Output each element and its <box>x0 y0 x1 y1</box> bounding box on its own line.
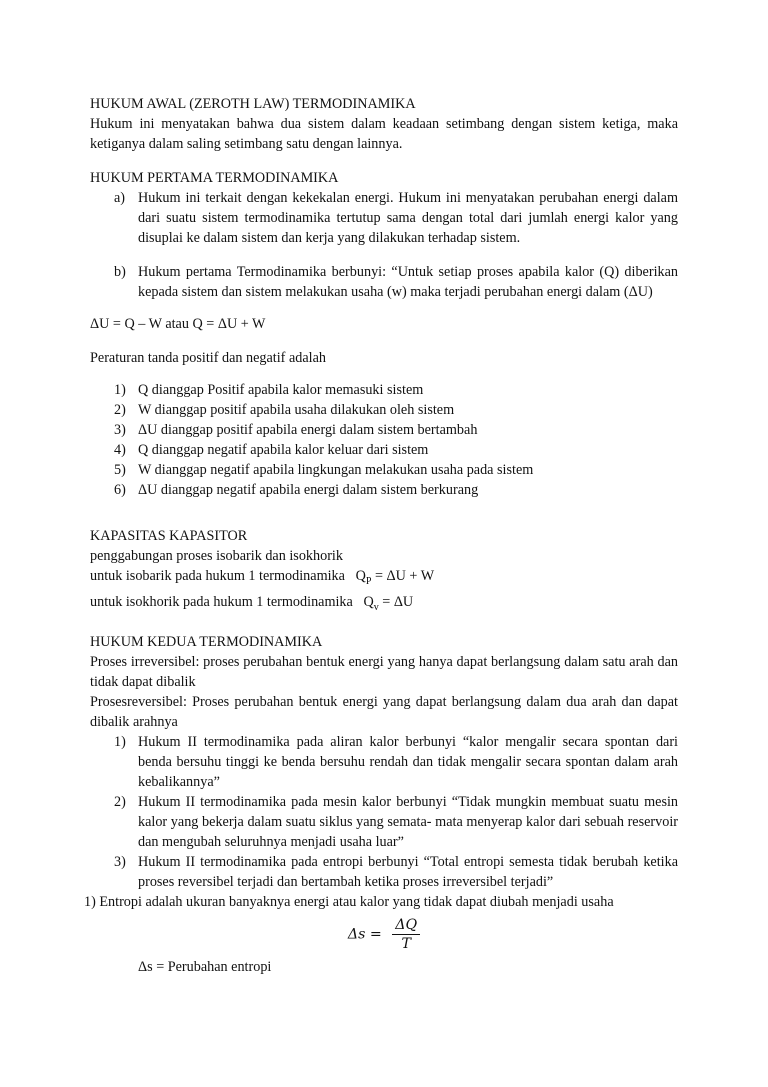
capacity-line-2-q: Q <box>355 568 366 584</box>
list-item-text: ΔU dianggap positif apabila energi dalam sistem bertambah <box>138 422 478 438</box>
sign-rules-list <box>90 380 678 500</box>
list-marker: 5) <box>114 462 126 478</box>
reversible-definition: Prosesreversibel: Proses perubahan bentuk energi yang dapat berlangsung dalam dua arah dan dapat dibalik arahnya <box>90 693 678 730</box>
formula-fraction <box>392 916 420 953</box>
second-law-title: HUKUM KEDUA TERMODINAMIKA <box>90 633 323 650</box>
first-law-title: HUKUM PERTAMA TERMODINAMIKA <box>90 170 339 186</box>
list-item-text: ΔU dianggap negatif apabila energi dalam sistem berkurang <box>138 482 479 498</box>
entropy-symbol-definition: Δs = Perubahan entropi <box>138 958 272 975</box>
second-law-list <box>90 732 678 892</box>
capacity-line-1: penggabungan proses isobarik dan isokhorik <box>90 548 343 564</box>
capacity-line-2 <box>90 566 678 592</box>
capacity-line-3-text: untuk isokhorik pada hukum 1 termodinamika <box>90 593 353 610</box>
first-law-equation: ΔU = Q – W atau Q = ΔU + W <box>90 316 266 332</box>
list-item-text: Hukum pertama Termodinamika berbunyi: “Untuk setiap proses apabila kalor (Q) diberikan kepada sistem dan sistem melakukan usaha (w) maka terjadi perubahan energi dalam (ΔU) <box>138 264 678 300</box>
list-marker: 2) <box>114 402 126 418</box>
list-item <box>90 400 678 420</box>
list-item <box>90 852 678 892</box>
list-item-text: Hukum II termodinamika pada mesin kalor berbunyi “Tidak mungkin membuat suatu mesin kalor yang bekerja dalam suatu siklus yang semata- mata menyerap kalor dari sebuah reservoir dan mengubah seluruhnya menjadi usaha luar” <box>138 793 678 850</box>
capacity-line-3 <box>90 592 678 618</box>
list-item-text: Hukum II termodinamika pada aliran kalor berbunyi “kalor mengalir secara spontan dari benda bersuhu tinggi ke benda bersuhu rendah dan tidak mengalir secara spontan dalam arah kebalikannya” <box>138 733 678 790</box>
irreversible-definition: Proses irreversibel: proses perubahan bentuk energi yang hanya dapat berlangsung dalam satu arah dan tidak dapat dibalik <box>90 653 678 690</box>
formula-denominator: T <box>401 935 411 952</box>
formula-lhs: Δs = <box>347 926 382 943</box>
list-marker: a) <box>114 190 126 206</box>
list-item-text: W dianggap positif apabila usaha dilakukan oleh sistem <box>138 402 455 418</box>
document-page <box>84 94 678 977</box>
list-item <box>90 460 678 480</box>
list-item <box>90 480 678 500</box>
capacity-line-2-sub: P <box>365 575 372 587</box>
list-marker: 3) <box>114 422 126 438</box>
zeroth-law-title: HUKUM AWAL (ZEROTH LAW) TERMODINAMIKA <box>90 96 416 112</box>
list-item <box>90 732 678 792</box>
capacity-line-3-q: Q <box>363 593 374 610</box>
list-item-text: W dianggap negatif apabila lingkungan melakukan usaha pada sistem <box>138 462 534 478</box>
first-law-list <box>90 188 678 302</box>
list-marker: 4) <box>114 442 126 458</box>
list-item-text: Q dianggap negatif apabila kalor keluar dari sistem <box>138 442 429 458</box>
capacity-line-3-rest: = ΔU <box>378 593 414 610</box>
list-marker: 1) <box>114 733 126 750</box>
list-item <box>90 188 678 248</box>
list-item <box>90 420 678 440</box>
capacity-line-2-text: untuk isobarik pada hukum 1 termodinamika <box>90 568 345 584</box>
list-marker: 3) <box>114 853 126 870</box>
formula-numerator: ΔQ <box>392 916 420 935</box>
entropy-definition: 1) Entropi adalah ukuran banyaknya energi atau kalor yang tidak dapat diubah menjadi usaha <box>84 893 614 910</box>
capacity-title: KAPASITAS KAPASITOR <box>90 528 248 544</box>
list-marker: 1) <box>114 382 126 398</box>
list-item <box>90 792 678 852</box>
list-marker: 6) <box>114 482 126 498</box>
capacity-line-3-sub: v <box>373 601 379 613</box>
entropy-formula <box>90 916 678 953</box>
list-marker: 2) <box>114 793 126 810</box>
capacity-line-2-rest: = ΔU + W <box>371 568 435 584</box>
list-item-text: Q dianggap Positif apabila kalor memasuki sistem <box>138 382 424 398</box>
list-item-text: Hukum ini terkait dengan kekekalan energi. Hukum ini menyatakan perubahan energi dalam dari suatu sistem termodinamika tertutup sama dengan total dari jumlah energi kalor yang disuplai ke dalam sistem dan kerja yang dilakukan terhadap sistem. <box>138 190 678 246</box>
sign-rules-intro: Peraturan tanda positif dan negatif adalah <box>90 350 326 366</box>
list-item <box>90 262 678 302</box>
list-item <box>90 440 678 460</box>
zeroth-law-body: Hukum ini menyatakan bahwa dua sistem dalam keadaan setimbang dengan sistem ketiga, maka ketiganya dalam saling setimbang satu dengan lainnya. <box>90 116 678 152</box>
list-item <box>90 380 678 400</box>
list-marker: b) <box>114 264 126 280</box>
list-item-text: Hukum II termodinamika pada entropi berbunyi “Total entropi semesta tidak berubah ketika proses reversibel terjadi dan bertambah ketika proses irreversibel terjadi” <box>138 853 678 890</box>
